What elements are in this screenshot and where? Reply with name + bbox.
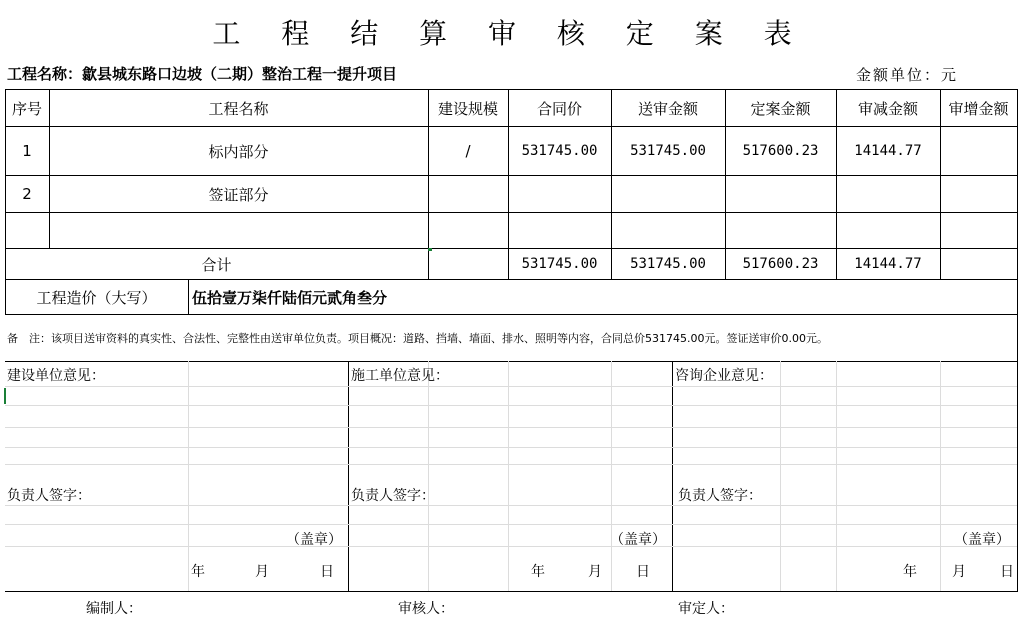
row-1-reduced: 14144.77 <box>854 143 922 159</box>
row-1-increased <box>940 127 1017 175</box>
owner-opinion-label: 建设单位意见： <box>7 368 105 384</box>
project-name: 工程名称：歙县城东路口边坡（二期）整治工程一提升项目 <box>7 65 398 83</box>
total-label: 合计 <box>201 255 232 274</box>
builder-sign-label: 负责人签字： <box>351 488 435 504</box>
row-2-name: 签证部分 <box>208 185 269 204</box>
page-title: 工 程 结 算 审 核 定 案 表 <box>212 17 808 50</box>
total-contract: 531745.00 <box>521 256 598 272</box>
owner-sign-label: 负责人签字： <box>7 488 91 504</box>
row-1-no: 1 <box>22 142 32 160</box>
cost-capital-label: 工程造价（大写） <box>36 288 157 307</box>
remark-note: 备 注：该项目送审资料的真实性、合法性、完整性由送审单位负责。项目概况：道路、挡墙、墙面、排水、照明等内容，合同总价531745.00元。签证送审价0.00元。 <box>7 332 828 345</box>
reviewed-by-label: 审核人： <box>398 601 454 617</box>
owner-date-day: 日 <box>320 564 334 580</box>
col-header-name: 工程名称 <box>208 99 269 118</box>
consultant-date-year: 年 <box>903 564 917 580</box>
owner-date-month: 月 <box>255 564 269 580</box>
row-1-scale: / <box>465 142 471 160</box>
builder-date-day: 日 <box>636 564 650 580</box>
cell-marker <box>428 248 432 251</box>
builder-date-month: 月 <box>588 564 602 580</box>
consultant-date-day: 日 <box>1000 564 1014 580</box>
total-reduced: 14144.77 <box>854 256 922 272</box>
col-header-submitted: 送审金额 <box>637 99 698 118</box>
builder-opinion-label: 施工单位意见： <box>351 368 449 384</box>
cost-capital-value: 伍拾壹万柒仟陆佰元贰角叁分 <box>192 288 388 307</box>
col-header-no: 序号 <box>11 99 42 118</box>
owner-seal-label: （盖章） <box>286 532 342 548</box>
col-header-scale: 建设规模 <box>437 99 498 118</box>
row-1-final: 517600.23 <box>742 143 819 159</box>
col-header-increased: 审增金额 <box>948 99 1009 118</box>
total-final: 517600.23 <box>742 256 819 272</box>
row-2-no: 2 <box>22 185 32 203</box>
builder-seal-label: （盖章） <box>610 532 666 548</box>
col-header-final: 定案金额 <box>750 99 811 118</box>
prepared-by-label: 编制人： <box>86 601 142 617</box>
approved-by-label: 审定人： <box>678 601 734 617</box>
builder-date-year: 年 <box>531 564 545 580</box>
consultant-sign-label: 负责人签字： <box>678 488 762 504</box>
col-header-reduced: 审减金额 <box>857 99 918 118</box>
consultant-opinion-label: 咨询企业意见： <box>675 368 773 384</box>
row-1-contract: 531745.00 <box>521 143 598 159</box>
amount-unit: 金额单位：元 <box>856 66 959 84</box>
row-1-name: 标内部分 <box>208 142 269 161</box>
cursor-marker <box>4 388 6 404</box>
col-header-contract: 合同价 <box>536 99 582 118</box>
consultant-seal-label: （盖章） <box>954 532 1010 548</box>
consultant-date-month: 月 <box>952 564 966 580</box>
owner-date-year: 年 <box>191 564 205 580</box>
total-submitted: 531745.00 <box>630 256 706 272</box>
row-1-submitted: 531745.00 <box>630 143 706 159</box>
